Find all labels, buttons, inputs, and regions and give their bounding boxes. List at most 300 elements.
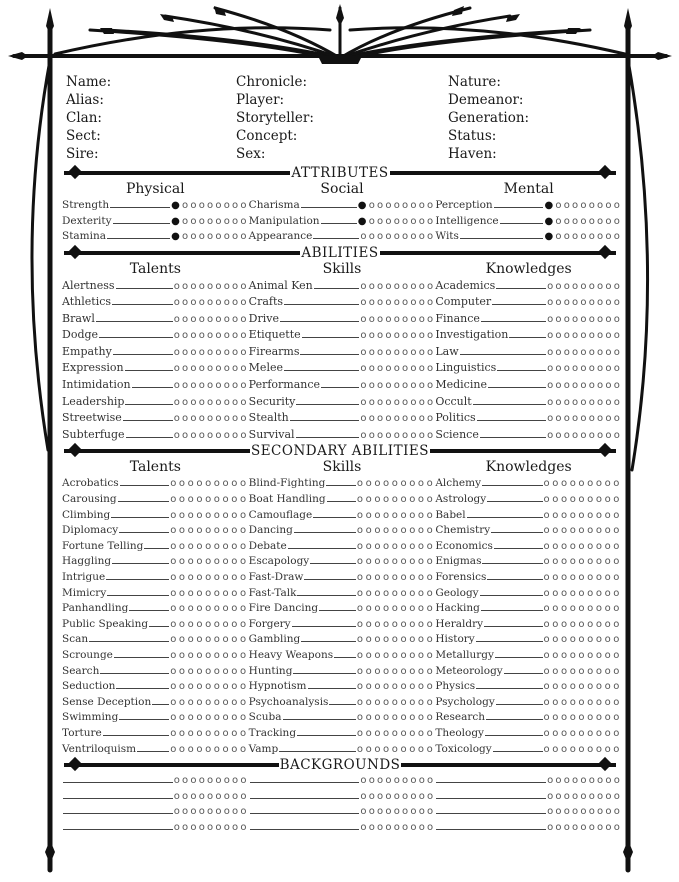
empty-dot[interactable]: o <box>563 231 573 242</box>
empty-dot[interactable]: o <box>356 665 366 677</box>
empty-dot[interactable]: o <box>427 790 436 802</box>
empty-dot[interactable]: o <box>597 313 606 325</box>
dot-track[interactable] <box>170 586 248 602</box>
empty-dot[interactable]: o <box>402 821 411 833</box>
dot-track[interactable] <box>544 726 622 742</box>
empty-dot[interactable]: o <box>365 681 375 693</box>
empty-dot[interactable]: o <box>572 231 581 242</box>
empty-dot[interactable]: o <box>587 649 596 661</box>
empty-dot[interactable]: o <box>182 346 191 358</box>
empty-dot[interactable]: o <box>239 540 249 552</box>
write-line[interactable] <box>492 304 546 305</box>
empty-dot[interactable]: o <box>560 572 570 583</box>
dot-track[interactable] <box>170 632 248 648</box>
empty-dot[interactable]: o <box>178 556 188 568</box>
empty-dot[interactable]: o <box>178 587 188 599</box>
empty-dot[interactable]: o <box>223 280 233 292</box>
empty-dot[interactable]: o <box>182 280 191 292</box>
empty-dot[interactable]: o <box>578 743 588 755</box>
empty-dot[interactable]: o <box>213 587 223 599</box>
empty-dot[interactable]: o <box>356 712 366 724</box>
empty-dot[interactable]: o <box>213 634 223 646</box>
dot-track[interactable] <box>170 648 248 664</box>
empty-dot[interactable]: o <box>198 775 208 787</box>
empty-dot[interactable]: o <box>604 727 614 739</box>
empty-dot[interactable]: o <box>187 665 197 677</box>
empty-dot[interactable]: o <box>196 681 206 693</box>
empty-dot[interactable]: o <box>198 200 208 211</box>
dot-track[interactable] <box>547 789 622 805</box>
empty-dot[interactable]: o <box>170 525 179 537</box>
empty-dot[interactable]: o <box>417 494 427 506</box>
empty-dot[interactable]: o <box>365 727 375 739</box>
empty-dot[interactable]: o <box>410 413 419 425</box>
empty-dot[interactable]: o <box>547 330 556 342</box>
write-line[interactable] <box>504 673 543 674</box>
empty-dot[interactable]: o <box>190 231 199 242</box>
empty-dot[interactable]: o <box>427 396 436 408</box>
write-line[interactable] <box>436 813 546 814</box>
empty-dot[interactable]: o <box>572 396 581 408</box>
empty-dot[interactable]: o <box>239 618 249 630</box>
empty-dot[interactable]: o <box>400 618 410 630</box>
empty-dot[interactable]: o <box>418 297 428 309</box>
write-line[interactable] <box>283 719 356 720</box>
empty-dot[interactable]: o <box>572 413 581 425</box>
empty-dot[interactable]: o <box>374 618 384 630</box>
empty-dot[interactable]: o <box>187 494 197 506</box>
dot-track[interactable] <box>174 789 249 805</box>
empty-dot[interactable]: o <box>222 681 232 693</box>
empty-dot[interactable]: o <box>580 313 589 325</box>
empty-dot[interactable]: o <box>572 363 581 375</box>
empty-dot[interactable]: o <box>356 696 366 708</box>
write-line[interactable] <box>313 517 356 518</box>
empty-dot[interactable]: o <box>543 494 553 506</box>
empty-dot[interactable]: o <box>587 743 596 755</box>
empty-dot[interactable]: o <box>402 396 411 408</box>
filled-dot[interactable]: ● <box>544 231 556 242</box>
empty-dot[interactable]: o <box>385 215 394 227</box>
empty-dot[interactable]: o <box>213 525 223 537</box>
empty-dot[interactable]: o <box>588 297 598 309</box>
empty-dot[interactable]: o <box>605 380 614 392</box>
empty-dot[interactable]: o <box>240 821 249 833</box>
empty-dot[interactable]: o <box>207 313 216 325</box>
empty-dot[interactable]: o <box>383 743 392 755</box>
empty-dot[interactable]: o <box>613 665 623 677</box>
empty-dot[interactable]: o <box>393 313 403 325</box>
empty-dot[interactable]: o <box>391 681 401 693</box>
dot-track[interactable] <box>360 773 435 789</box>
empty-dot[interactable]: o <box>190 346 199 358</box>
field-chronicle[interactable]: Chronicle: <box>236 74 308 90</box>
empty-dot[interactable]: o <box>190 806 199 818</box>
empty-dot[interactable]: o <box>613 712 623 724</box>
empty-dot[interactable]: o <box>377 429 386 441</box>
empty-dot[interactable]: o <box>418 330 428 342</box>
empty-dot[interactable]: o <box>402 413 411 425</box>
empty-dot[interactable]: o <box>215 396 224 408</box>
dot-track[interactable] <box>174 773 249 789</box>
empty-dot[interactable]: o <box>587 587 596 599</box>
empty-dot[interactable]: o <box>417 743 427 755</box>
dot-track[interactable] <box>544 695 622 711</box>
empty-dot[interactable]: o <box>232 313 241 325</box>
dot-track[interactable] <box>360 279 435 295</box>
empty-dot[interactable]: o <box>613 727 623 739</box>
empty-dot[interactable]: o <box>391 494 401 506</box>
empty-dot[interactable]: o <box>368 396 378 408</box>
empty-dot[interactable]: o <box>409 494 418 506</box>
empty-dot[interactable]: o <box>360 313 369 325</box>
empty-dot[interactable]: o <box>587 572 596 583</box>
empty-dot[interactable]: o <box>190 297 199 309</box>
write-line[interactable] <box>493 751 543 752</box>
write-line[interactable] <box>113 354 173 355</box>
empty-dot[interactable]: o <box>173 413 183 425</box>
empty-dot[interactable]: o <box>205 603 214 615</box>
empty-dot[interactable]: o <box>377 346 386 358</box>
filled-dot[interactable]: ● <box>171 215 183 227</box>
empty-dot[interactable]: o <box>205 572 214 583</box>
write-line[interactable] <box>480 595 543 596</box>
empty-dot[interactable]: o <box>418 313 428 325</box>
dot-track[interactable] <box>171 229 249 245</box>
empty-dot[interactable]: o <box>417 572 427 583</box>
empty-dot[interactable]: o <box>555 396 564 408</box>
empty-dot[interactable]: o <box>391 743 401 755</box>
empty-dot[interactable]: o <box>402 363 411 375</box>
dot-track[interactable] <box>360 428 435 444</box>
dot-track[interactable] <box>547 378 622 394</box>
empty-dot[interactable]: o <box>365 649 375 661</box>
empty-dot[interactable]: o <box>374 603 384 615</box>
empty-dot[interactable]: o <box>418 775 428 787</box>
dot-track[interactable] <box>544 539 622 555</box>
empty-dot[interactable]: o <box>595 603 605 615</box>
dot-track[interactable] <box>170 554 248 570</box>
empty-dot[interactable]: o <box>173 330 183 342</box>
empty-dot[interactable]: o <box>240 363 249 375</box>
write-line[interactable] <box>485 735 543 736</box>
empty-dot[interactable]: o <box>417 603 427 615</box>
empty-dot[interactable]: o <box>374 727 384 739</box>
empty-dot[interactable]: o <box>170 649 179 661</box>
empty-dot[interactable]: o <box>605 806 614 818</box>
write-line[interactable] <box>314 288 360 289</box>
empty-dot[interactable]: o <box>410 396 419 408</box>
empty-dot[interactable]: o <box>356 509 366 521</box>
empty-dot[interactable]: o <box>426 572 436 583</box>
empty-dot[interactable]: o <box>427 775 436 787</box>
empty-dot[interactable]: o <box>232 806 241 818</box>
empty-dot[interactable]: o <box>569 665 579 677</box>
write-line[interactable] <box>495 657 543 658</box>
write-line[interactable] <box>497 370 546 371</box>
empty-dot[interactable]: o <box>173 790 183 802</box>
empty-dot[interactable]: o <box>543 509 553 521</box>
empty-dot[interactable]: o <box>196 556 206 568</box>
empty-dot[interactable]: o <box>170 540 179 552</box>
empty-dot[interactable]: o <box>239 696 249 708</box>
empty-dot[interactable]: o <box>547 297 556 309</box>
empty-dot[interactable]: o <box>555 297 564 309</box>
empty-dot[interactable]: o <box>400 727 410 739</box>
empty-dot[interactable]: o <box>196 727 206 739</box>
empty-dot[interactable]: o <box>360 297 369 309</box>
empty-dot[interactable]: o <box>563 363 573 375</box>
empty-dot[interactable]: o <box>543 681 553 693</box>
empty-dot[interactable]: o <box>215 363 224 375</box>
empty-dot[interactable]: o <box>400 587 410 599</box>
empty-dot[interactable]: o <box>587 618 596 630</box>
filled-dot[interactable]: ● <box>544 215 556 227</box>
empty-dot[interactable]: o <box>393 413 403 425</box>
dot-track[interactable] <box>544 554 622 570</box>
dot-track[interactable] <box>357 632 435 648</box>
write-line[interactable] <box>111 517 169 518</box>
empty-dot[interactable]: o <box>213 681 223 693</box>
write-line[interactable] <box>301 207 357 208</box>
empty-dot[interactable]: o <box>222 649 232 661</box>
empty-dot[interactable]: o <box>223 363 233 375</box>
empty-dot[interactable]: o <box>572 200 581 211</box>
dot-track[interactable] <box>170 664 248 680</box>
dot-track[interactable] <box>171 198 249 214</box>
empty-dot[interactable]: o <box>213 618 223 630</box>
empty-dot[interactable]: o <box>232 396 241 408</box>
empty-dot[interactable]: o <box>604 696 614 708</box>
dot-track[interactable] <box>174 328 249 344</box>
empty-dot[interactable]: o <box>223 806 233 818</box>
empty-dot[interactable]: o <box>604 494 614 506</box>
write-line[interactable] <box>326 485 356 486</box>
empty-dot[interactable]: o <box>383 681 392 693</box>
empty-dot[interactable]: o <box>543 603 553 615</box>
empty-dot[interactable]: o <box>222 572 232 583</box>
empty-dot[interactable]: o <box>393 790 403 802</box>
empty-dot[interactable]: o <box>205 743 214 755</box>
dot-track[interactable] <box>547 312 622 328</box>
empty-dot[interactable]: o <box>173 280 183 292</box>
empty-dot[interactable]: o <box>368 346 378 358</box>
empty-dot[interactable]: o <box>215 821 224 833</box>
empty-dot[interactable]: o <box>410 429 419 441</box>
empty-dot[interactable]: o <box>391 556 401 568</box>
dot-track[interactable] <box>174 312 249 328</box>
field-status[interactable]: Status: <box>448 128 497 144</box>
write-line[interactable] <box>63 813 173 814</box>
empty-dot[interactable]: o <box>555 231 564 242</box>
empty-dot[interactable]: o <box>427 297 436 309</box>
empty-dot[interactable]: o <box>232 790 241 802</box>
field-sex[interactable]: Sex: <box>236 146 266 162</box>
dot-track[interactable] <box>360 411 435 427</box>
empty-dot[interactable]: o <box>543 649 553 661</box>
empty-dot[interactable]: o <box>239 634 249 646</box>
empty-dot[interactable]: o <box>417 478 427 490</box>
dot-track[interactable] <box>547 361 622 377</box>
dot-track[interactable] <box>357 726 435 742</box>
empty-dot[interactable]: o <box>597 396 606 408</box>
dot-track[interactable] <box>170 695 248 711</box>
empty-dot[interactable]: o <box>239 556 249 568</box>
dot-track[interactable] <box>360 345 435 361</box>
empty-dot[interactable]: o <box>613 509 623 521</box>
write-line[interactable] <box>296 404 359 405</box>
empty-dot[interactable]: o <box>232 280 241 292</box>
empty-dot[interactable]: o <box>198 380 208 392</box>
empty-dot[interactable]: o <box>365 712 375 724</box>
empty-dot[interactable]: o <box>232 429 241 441</box>
empty-dot[interactable]: o <box>173 313 183 325</box>
write-line[interactable] <box>107 238 170 239</box>
write-line[interactable] <box>481 321 546 322</box>
empty-dot[interactable]: o <box>356 494 366 506</box>
empty-dot[interactable]: o <box>580 330 589 342</box>
empty-dot[interactable]: o <box>587 478 596 490</box>
empty-dot[interactable]: o <box>417 556 427 568</box>
empty-dot[interactable]: o <box>240 806 249 818</box>
empty-dot[interactable]: o <box>595 665 605 677</box>
empty-dot[interactable]: o <box>578 696 588 708</box>
empty-dot[interactable]: o <box>572 429 581 441</box>
empty-dot[interactable]: o <box>580 790 589 802</box>
empty-dot[interactable]: o <box>393 231 403 242</box>
empty-dot[interactable]: o <box>383 634 392 646</box>
dot-track[interactable] <box>174 411 249 427</box>
empty-dot[interactable]: o <box>207 297 216 309</box>
write-line[interactable] <box>279 751 356 752</box>
dot-track[interactable] <box>547 773 622 789</box>
empty-dot[interactable]: o <box>426 540 436 552</box>
empty-dot[interactable]: o <box>365 572 375 583</box>
empty-dot[interactable]: o <box>360 231 369 242</box>
dot-track[interactable] <box>170 539 248 555</box>
empty-dot[interactable]: o <box>173 806 183 818</box>
write-line[interactable] <box>300 354 359 355</box>
empty-dot[interactable]: o <box>572 297 581 309</box>
empty-dot[interactable]: o <box>572 346 581 358</box>
empty-dot[interactable]: o <box>578 634 588 646</box>
empty-dot[interactable]: o <box>400 525 410 537</box>
empty-dot[interactable]: o <box>374 525 384 537</box>
dot-track[interactable] <box>357 570 435 586</box>
empty-dot[interactable]: o <box>547 821 556 833</box>
empty-dot[interactable]: o <box>578 556 588 568</box>
empty-dot[interactable]: o <box>604 712 614 724</box>
write-line[interactable] <box>284 304 359 305</box>
dot-track[interactable] <box>360 804 435 820</box>
empty-dot[interactable]: o <box>360 413 369 425</box>
empty-dot[interactable]: o <box>560 509 570 521</box>
empty-dot[interactable]: o <box>170 556 179 568</box>
empty-dot[interactable]: o <box>569 556 579 568</box>
empty-dot[interactable]: o <box>543 743 553 755</box>
write-line[interactable] <box>302 337 360 338</box>
write-line[interactable] <box>103 735 169 736</box>
empty-dot[interactable]: o <box>239 681 249 693</box>
empty-dot[interactable]: o <box>597 231 606 242</box>
empty-dot[interactable]: o <box>402 775 411 787</box>
write-line[interactable] <box>280 321 359 322</box>
empty-dot[interactable]: o <box>613 396 623 408</box>
empty-dot[interactable]: o <box>588 330 598 342</box>
empty-dot[interactable]: o <box>196 603 206 615</box>
empty-dot[interactable]: o <box>563 346 573 358</box>
empty-dot[interactable]: o <box>356 572 366 583</box>
empty-dot[interactable]: o <box>383 712 392 724</box>
empty-dot[interactable]: o <box>409 509 418 521</box>
write-line[interactable] <box>487 501 542 502</box>
empty-dot[interactable]: o <box>356 634 366 646</box>
write-line[interactable] <box>250 798 360 799</box>
write-line[interactable] <box>144 548 169 549</box>
dot-track[interactable] <box>170 742 248 758</box>
empty-dot[interactable]: o <box>605 775 614 787</box>
filled-dot[interactable]: ● <box>357 200 369 211</box>
empty-dot[interactable]: o <box>187 634 197 646</box>
empty-dot[interactable]: o <box>560 743 570 755</box>
empty-dot[interactable]: o <box>385 396 394 408</box>
empty-dot[interactable]: o <box>563 806 573 818</box>
empty-dot[interactable]: o <box>240 200 249 211</box>
empty-dot[interactable]: o <box>207 380 216 392</box>
empty-dot[interactable]: o <box>377 806 386 818</box>
empty-dot[interactable]: o <box>402 806 411 818</box>
empty-dot[interactable]: o <box>569 649 579 661</box>
write-line[interactable] <box>494 207 544 208</box>
empty-dot[interactable]: o <box>595 743 605 755</box>
empty-dot[interactable]: o <box>232 330 241 342</box>
empty-dot[interactable]: o <box>232 215 241 227</box>
empty-dot[interactable]: o <box>215 297 224 309</box>
empty-dot[interactable]: o <box>377 215 386 227</box>
empty-dot[interactable]: o <box>613 525 623 537</box>
empty-dot[interactable]: o <box>569 743 579 755</box>
empty-dot[interactable]: o <box>409 727 418 739</box>
empty-dot[interactable]: o <box>368 790 378 802</box>
empty-dot[interactable]: o <box>385 790 394 802</box>
empty-dot[interactable]: o <box>374 649 384 661</box>
empty-dot[interactable]: o <box>587 634 596 646</box>
empty-dot[interactable]: o <box>374 572 384 583</box>
empty-dot[interactable]: o <box>232 380 241 392</box>
write-line[interactable] <box>294 532 356 533</box>
empty-dot[interactable]: o <box>426 634 436 646</box>
empty-dot[interactable]: o <box>613 790 623 802</box>
empty-dot[interactable]: o <box>239 478 249 490</box>
empty-dot[interactable]: o <box>418 200 428 211</box>
empty-dot[interactable]: o <box>190 396 199 408</box>
dot-track[interactable] <box>360 820 435 836</box>
empty-dot[interactable]: o <box>552 556 561 568</box>
empty-dot[interactable]: o <box>613 478 623 490</box>
empty-dot[interactable]: o <box>597 775 606 787</box>
empty-dot[interactable]: o <box>409 681 418 693</box>
empty-dot[interactable]: o <box>207 806 216 818</box>
empty-dot[interactable]: o <box>393 429 403 441</box>
empty-dot[interactable]: o <box>402 231 411 242</box>
empty-dot[interactable]: o <box>580 429 589 441</box>
empty-dot[interactable]: o <box>555 821 564 833</box>
empty-dot[interactable]: o <box>374 587 384 599</box>
empty-dot[interactable]: o <box>368 429 378 441</box>
dot-track[interactable] <box>357 695 435 711</box>
empty-dot[interactable]: o <box>231 649 240 661</box>
empty-dot[interactable]: o <box>383 509 392 521</box>
